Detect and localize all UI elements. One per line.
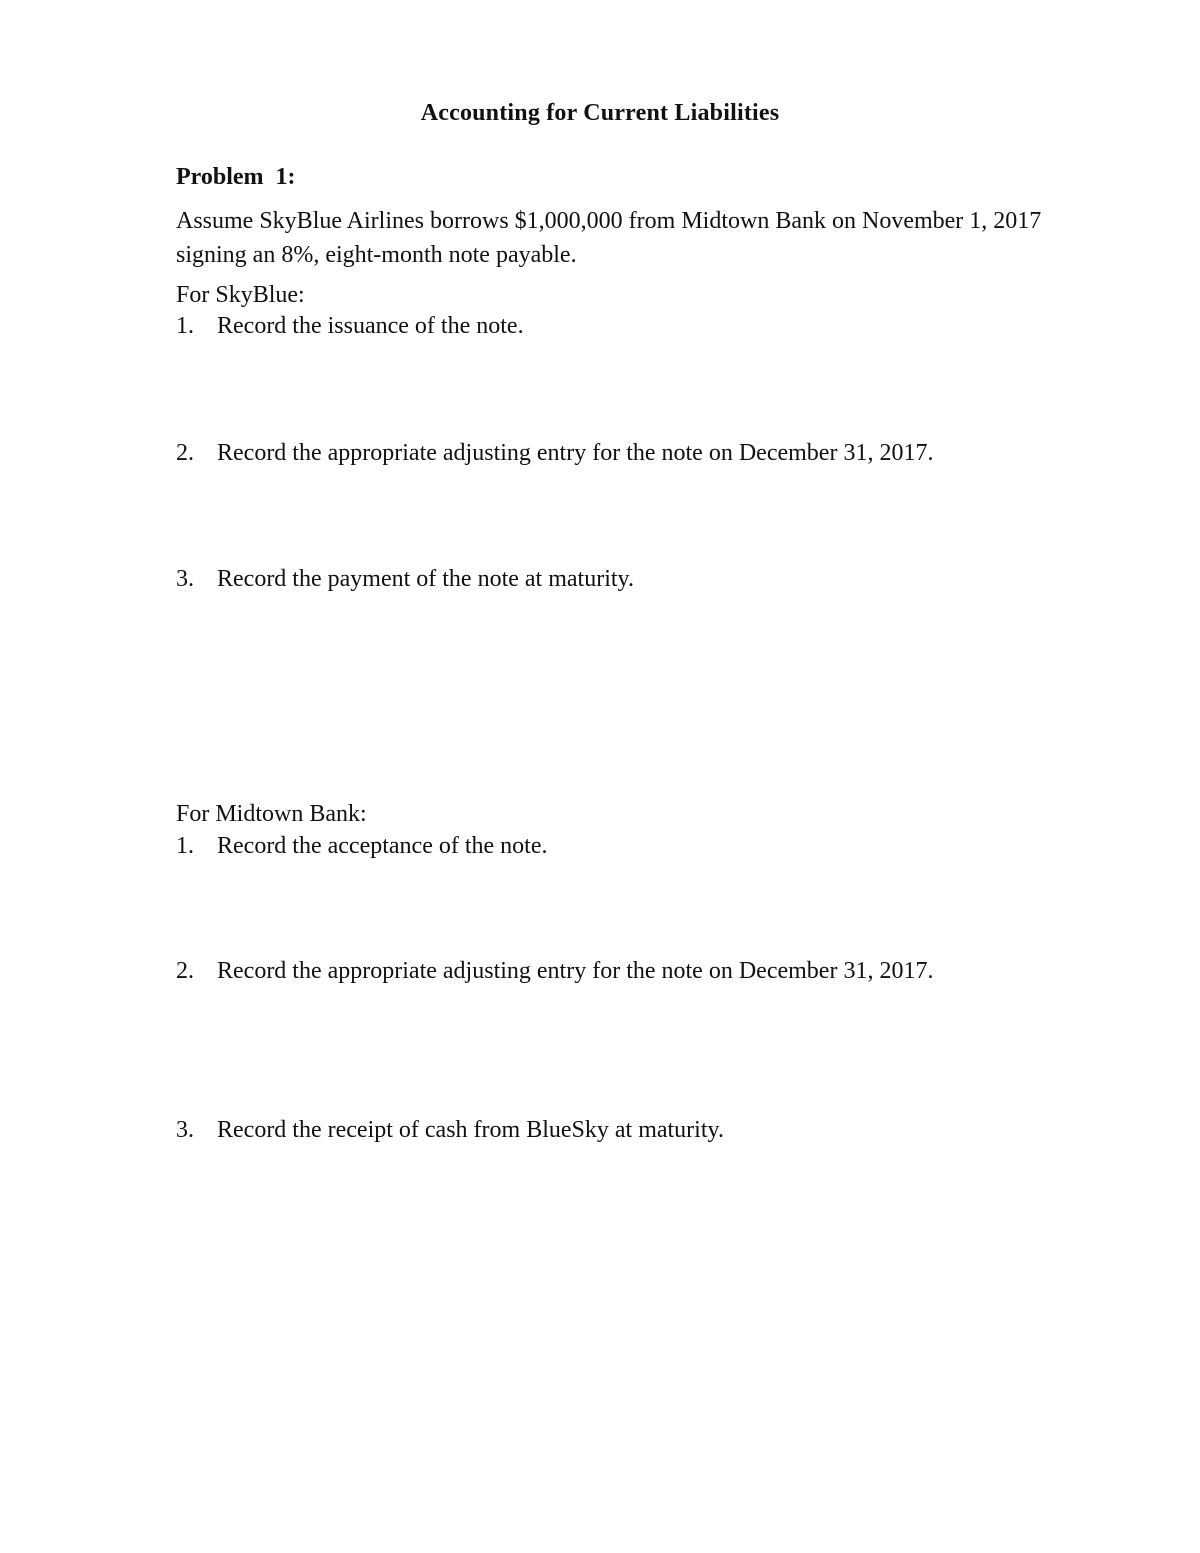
list-number: 3. (176, 566, 194, 592)
skyblue-item-1 (176, 313, 524, 340)
skyblue-item-3 (176, 566, 634, 593)
problem-statement: Assume SkyBlue Airlines borrows $1,000,000 from Midtown Bank on November 1, 2017 signing an 8%, eight-month note payable. (176, 208, 1042, 268)
list-item-text: Record the issuance of the note. (217, 313, 524, 339)
list-number: 2. (176, 958, 194, 984)
skyblue-item-2 (176, 440, 933, 467)
midtown-section-label: For Midtown Bank: (176, 801, 367, 827)
list-number: 1. (176, 833, 194, 859)
skyblue-section-label: For SkyBlue: (176, 282, 305, 308)
midtown-item-3 (176, 1117, 724, 1144)
midtown-item-1 (176, 833, 548, 860)
list-item-text: Record the appropriate adjusting entry for the note on December 31, 2017. (217, 440, 934, 466)
list-number: 3. (176, 1117, 194, 1143)
document-title: Accounting for Current Liabilities (420, 100, 780, 126)
list-item-text: Record the appropriate adjusting entry for the note on December 31, 2017. (217, 958, 934, 984)
problem-heading: Problem 1: (176, 164, 296, 190)
list-item-text: Record the acceptance of the note. (217, 833, 548, 859)
list-number: 2. (176, 440, 194, 466)
list-item-text: Record the receipt of cash from BlueSky at maturity. (217, 1117, 724, 1143)
list-number: 1. (176, 313, 194, 339)
list-item-text: Record the payment of the note at maturity. (217, 566, 634, 592)
midtown-item-2 (176, 958, 933, 985)
